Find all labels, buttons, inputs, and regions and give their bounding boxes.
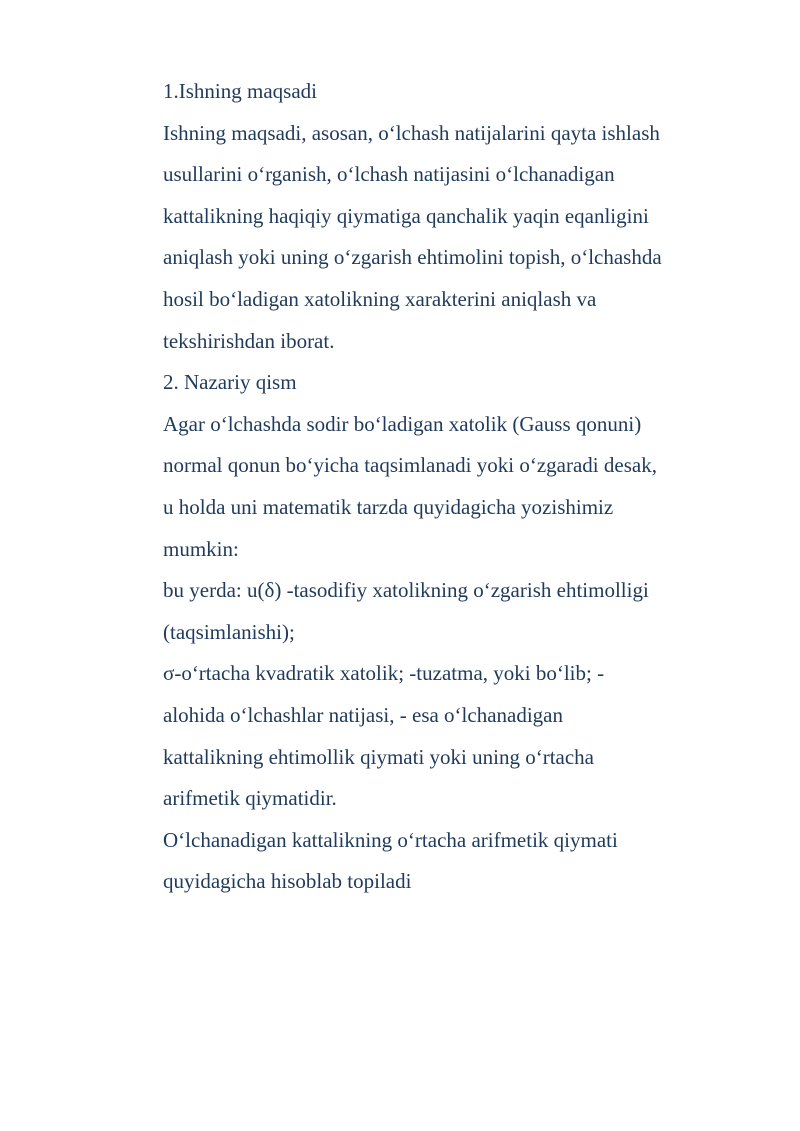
paragraph-line: quyidagicha hisoblab topiladi <box>163 869 412 894</box>
paragraph-line: Oʻlchanadigan kattalikning oʻrtacha arifmetik qiymati <box>163 827 618 852</box>
section-heading-purpose: 1.Ishning maqsadi <box>163 79 317 103</box>
paragraph-line: mumkin: <box>163 536 239 561</box>
paragraph-line: arifmetik qiymatidir. <box>163 786 337 811</box>
paragraph-line: normal qonun boʻyicha taqsimlanadi yoki oʻzgaradi desak, <box>163 453 657 478</box>
paragraph-line: bu yerda: u(δ) -tasodifiy xatolikning oʻzgarish ehtimolligi <box>163 578 649 603</box>
paragraph-line: kattalikning haqiqiy qiymatiga qanchalik yaqin eqanligini <box>163 203 649 228</box>
section-heading-theory: 2. Nazariy qism <box>163 370 297 395</box>
paragraph-line: aniqlash yoki uning oʻzgarish ehtimolini topish, oʻlchashda <box>163 245 662 270</box>
paragraph-line: u holda uni matematik tarzda quyidagicha yozishimiz <box>163 494 614 519</box>
paragraph-line: alohida oʻlchashlar natijasi, - esa oʻlchanadigan <box>163 702 564 727</box>
document-body <box>163 71 763 903</box>
paragraph-line: Agar oʻlchashda sodir boʻladigan xatolik (Gauss qonuni) <box>163 411 642 436</box>
paragraph-line: usullarini oʻrganish, oʻlchash natijasini oʻlchanadigan <box>163 162 615 187</box>
paragraph-line: σ-oʻrtacha kvadratik xatolik; -tuzatma, yoki boʻlib; - <box>163 661 605 686</box>
paragraph-line: kattalikning ehtimollik qiymati yoki uning oʻrtacha <box>163 744 595 769</box>
paragraph-line: (taqsimlanishi); <box>163 619 295 644</box>
paragraph-line: tekshirishdan iborat. <box>163 328 335 353</box>
paragraph-line: Ishning maqsadi, asosan, oʻlchash natijalarini qayta ishlash <box>163 120 660 145</box>
paragraph-line: hosil boʻladigan xatolikning xarakterini aniqlash va <box>163 286 597 311</box>
